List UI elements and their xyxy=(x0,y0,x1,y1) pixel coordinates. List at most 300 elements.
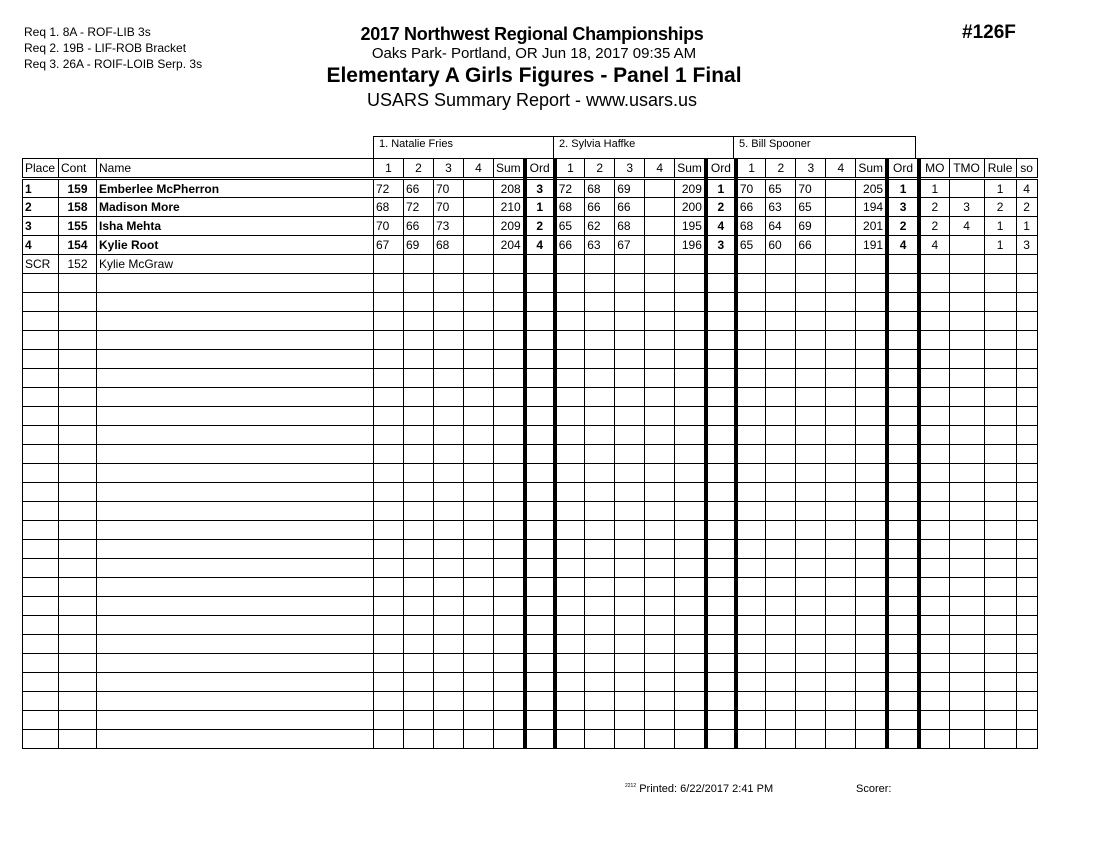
empty-cell xyxy=(826,502,856,521)
empty-cell xyxy=(1016,635,1037,654)
empty-cell xyxy=(555,426,585,445)
empty-cell xyxy=(796,692,826,711)
empty-cell xyxy=(555,540,585,559)
mo-cell: 2 xyxy=(919,198,949,217)
empty-cell xyxy=(97,369,374,388)
empty-cell xyxy=(374,274,404,293)
empty-cell xyxy=(766,597,796,616)
empty-cell xyxy=(736,388,766,407)
empty-cell xyxy=(464,597,494,616)
empty-row xyxy=(23,426,1038,445)
empty-cell xyxy=(555,388,585,407)
empty-cell xyxy=(949,312,984,331)
empty-cell xyxy=(59,426,97,445)
empty-cell xyxy=(736,312,766,331)
empty-cell xyxy=(615,274,645,293)
empty-cell xyxy=(555,654,585,673)
empty-cell xyxy=(826,293,856,312)
empty-cell xyxy=(1016,464,1037,483)
empty-cell xyxy=(615,502,645,521)
empty-cell xyxy=(23,673,59,692)
skater-name: Kylie McGraw xyxy=(97,255,374,274)
empty-cell xyxy=(675,540,706,559)
judge-sum: 205 xyxy=(856,179,887,198)
empty-cell xyxy=(856,616,887,635)
empty-cell xyxy=(984,635,1016,654)
column-header-judge1-ord: Ord xyxy=(525,159,555,179)
empty-cell xyxy=(1016,654,1037,673)
empty-cell xyxy=(919,350,949,369)
judge-sum: 209 xyxy=(675,179,706,198)
empty-cell xyxy=(887,711,919,730)
empty-cell xyxy=(555,521,585,540)
empty-cell xyxy=(494,616,525,635)
empty-cell xyxy=(645,692,675,711)
empty-row xyxy=(23,730,1038,749)
empty-cell xyxy=(1016,388,1037,407)
empty-cell xyxy=(97,274,374,293)
empty-cell xyxy=(984,616,1016,635)
column-header-mo: MO xyxy=(919,159,949,179)
empty-cell xyxy=(887,540,919,559)
empty-cell xyxy=(826,331,856,350)
empty-cell xyxy=(374,369,404,388)
empty-cell xyxy=(494,540,525,559)
column-header-judge2-3: 3 xyxy=(615,159,645,179)
empty-cell xyxy=(97,331,374,350)
column-header-judge3-2: 2 xyxy=(766,159,796,179)
table-row xyxy=(23,179,1038,198)
empty-cell xyxy=(464,673,494,692)
tmo-cell: 4 xyxy=(949,217,984,236)
figure-score: 70 xyxy=(736,179,766,198)
figure-score: 66 xyxy=(796,236,826,255)
empty-cell xyxy=(826,312,856,331)
empty-cell xyxy=(736,673,766,692)
empty-cell xyxy=(675,274,706,293)
so-cell xyxy=(1016,255,1037,274)
empty-cell xyxy=(856,559,887,578)
mo-cell xyxy=(919,255,949,274)
empty-cell xyxy=(494,502,525,521)
empty-cell xyxy=(706,673,736,692)
empty-cell xyxy=(856,407,887,426)
empty-cell xyxy=(919,578,949,597)
empty-cell xyxy=(645,312,675,331)
judge-ordinal: 1 xyxy=(706,179,736,198)
empty-cell xyxy=(984,407,1016,426)
empty-cell xyxy=(555,635,585,654)
judge-sum: 201 xyxy=(856,217,887,236)
empty-cell xyxy=(59,692,97,711)
figure-score xyxy=(464,236,494,255)
empty-cell xyxy=(404,274,434,293)
figure-score: 69 xyxy=(615,179,645,198)
empty-cell xyxy=(464,616,494,635)
empty-cell xyxy=(59,730,97,749)
printed-info xyxy=(625,783,773,795)
empty-cell xyxy=(434,540,464,559)
empty-cell xyxy=(856,293,887,312)
empty-cell xyxy=(826,540,856,559)
judge-ordinal: 1 xyxy=(525,198,555,217)
empty-cell xyxy=(525,616,555,635)
empty-cell xyxy=(645,578,675,597)
empty-cell xyxy=(585,597,615,616)
empty-cell xyxy=(615,730,645,749)
empty-cell xyxy=(706,654,736,673)
figure-score xyxy=(555,255,585,274)
empty-cell xyxy=(434,502,464,521)
empty-cell xyxy=(984,293,1016,312)
empty-cell xyxy=(796,274,826,293)
column-header-judge2-sum: Sum xyxy=(675,159,706,179)
figure-score: 66 xyxy=(555,236,585,255)
requirement-1: Req 1. 8A - ROF-LIB 3s xyxy=(24,25,151,39)
judge-sum: 204 xyxy=(494,236,525,255)
printed-timestamp: Printed: 6/22/2017 2:41 PM xyxy=(639,783,774,795)
judge-ordinal xyxy=(706,255,736,274)
empty-cell xyxy=(919,559,949,578)
empty-cell xyxy=(585,692,615,711)
empty-cell xyxy=(404,559,434,578)
empty-cell xyxy=(1016,673,1037,692)
empty-cell xyxy=(615,407,645,426)
empty-row xyxy=(23,293,1038,312)
empty-cell xyxy=(555,673,585,692)
empty-cell xyxy=(434,635,464,654)
empty-cell xyxy=(675,616,706,635)
empty-cell xyxy=(23,578,59,597)
empty-cell xyxy=(59,369,97,388)
empty-cell xyxy=(645,673,675,692)
empty-cell xyxy=(525,483,555,502)
empty-cell xyxy=(494,654,525,673)
empty-cell xyxy=(97,673,374,692)
empty-cell xyxy=(404,350,434,369)
empty-cell xyxy=(706,312,736,331)
empty-cell xyxy=(856,730,887,749)
empty-cell xyxy=(645,540,675,559)
empty-cell xyxy=(826,426,856,445)
column-header-judge3-sum: Sum xyxy=(856,159,887,179)
empty-cell xyxy=(374,521,404,540)
column-header-so: so xyxy=(1016,159,1037,179)
empty-cell xyxy=(736,540,766,559)
empty-cell xyxy=(464,635,494,654)
empty-cell xyxy=(826,692,856,711)
judge-sum: 196 xyxy=(675,236,706,255)
empty-cell xyxy=(374,692,404,711)
empty-cell xyxy=(59,502,97,521)
empty-cell xyxy=(887,350,919,369)
empty-cell xyxy=(856,692,887,711)
empty-cell xyxy=(525,578,555,597)
figure-score xyxy=(374,255,404,274)
empty-cell xyxy=(97,426,374,445)
empty-cell xyxy=(494,331,525,350)
empty-row xyxy=(23,654,1038,673)
empty-cell xyxy=(919,388,949,407)
judge-ordinal: 2 xyxy=(706,198,736,217)
empty-cell xyxy=(919,426,949,445)
empty-cell xyxy=(615,578,645,597)
empty-cell xyxy=(984,578,1016,597)
empty-cell xyxy=(856,350,887,369)
empty-cell xyxy=(374,407,404,426)
empty-cell xyxy=(59,559,97,578)
empty-cell xyxy=(796,597,826,616)
empty-cell xyxy=(675,635,706,654)
empty-cell xyxy=(766,426,796,445)
empty-cell xyxy=(585,578,615,597)
empty-cell xyxy=(494,350,525,369)
empty-cell xyxy=(525,445,555,464)
empty-cell xyxy=(766,521,796,540)
empty-cell xyxy=(949,711,984,730)
empty-cell xyxy=(464,654,494,673)
empty-cell xyxy=(464,578,494,597)
empty-cell xyxy=(736,293,766,312)
empty-cell xyxy=(23,331,59,350)
empty-cell xyxy=(645,635,675,654)
empty-cell xyxy=(374,426,404,445)
empty-cell xyxy=(736,407,766,426)
empty-cell xyxy=(856,369,887,388)
empty-cell xyxy=(23,274,59,293)
empty-cell xyxy=(59,350,97,369)
empty-cell xyxy=(887,578,919,597)
empty-cell xyxy=(887,312,919,331)
empty-cell xyxy=(949,673,984,692)
place-cell: 1 xyxy=(23,179,59,198)
empty-cell xyxy=(525,464,555,483)
empty-cell xyxy=(796,445,826,464)
empty-cell xyxy=(919,540,949,559)
empty-cell xyxy=(736,730,766,749)
empty-cell xyxy=(706,521,736,540)
judge-ordinal: 3 xyxy=(706,236,736,255)
empty-cell xyxy=(645,426,675,445)
championship-title: 2017 Northwest Regional Championships xyxy=(360,24,704,44)
empty-cell xyxy=(796,464,826,483)
empty-cell xyxy=(59,483,97,502)
empty-cell xyxy=(796,635,826,654)
empty-cell xyxy=(97,540,374,559)
empty-cell xyxy=(97,730,374,749)
empty-cell xyxy=(826,369,856,388)
empty-row xyxy=(23,369,1038,388)
empty-row xyxy=(23,274,1038,293)
empty-cell xyxy=(97,711,374,730)
judge-ordinal: 1 xyxy=(887,179,919,198)
empty-cell xyxy=(949,521,984,540)
empty-cell xyxy=(434,350,464,369)
empty-cell xyxy=(826,445,856,464)
empty-cell xyxy=(97,635,374,654)
empty-cell xyxy=(555,331,585,350)
empty-cell xyxy=(675,369,706,388)
table-header-row xyxy=(23,159,1038,179)
empty-cell xyxy=(736,483,766,502)
empty-cell xyxy=(97,521,374,540)
empty-cell xyxy=(796,540,826,559)
empty-cell xyxy=(887,464,919,483)
empty-cell xyxy=(615,445,645,464)
empty-cell xyxy=(615,540,645,559)
empty-cell xyxy=(374,483,404,502)
empty-row xyxy=(23,407,1038,426)
empty-cell xyxy=(796,616,826,635)
judge-header-3: 5. Bill Spooner xyxy=(733,136,916,158)
event-number: #126F xyxy=(962,22,1016,43)
empty-cell xyxy=(1016,578,1037,597)
empty-cell xyxy=(919,483,949,502)
empty-cell xyxy=(645,654,675,673)
empty-cell xyxy=(494,388,525,407)
empty-cell xyxy=(1016,502,1037,521)
figure-score: 68 xyxy=(736,217,766,236)
figure-score xyxy=(615,255,645,274)
empty-cell xyxy=(59,540,97,559)
empty-cell xyxy=(887,407,919,426)
empty-cell xyxy=(675,483,706,502)
empty-cell xyxy=(1016,521,1037,540)
empty-cell xyxy=(585,407,615,426)
report-subtitle: USARS Summary Report - www.usars.us xyxy=(366,90,698,110)
empty-cell xyxy=(434,407,464,426)
empty-cell xyxy=(706,464,736,483)
empty-cell xyxy=(919,293,949,312)
empty-cell xyxy=(97,616,374,635)
empty-cell xyxy=(675,388,706,407)
empty-cell xyxy=(984,711,1016,730)
empty-cell xyxy=(59,293,97,312)
judge-sum: 194 xyxy=(856,198,887,217)
empty-cell xyxy=(494,426,525,445)
empty-cell xyxy=(856,426,887,445)
empty-cell xyxy=(736,597,766,616)
empty-cell xyxy=(856,654,887,673)
empty-cell xyxy=(23,407,59,426)
empty-cell xyxy=(404,407,434,426)
empty-cell xyxy=(555,350,585,369)
empty-cell xyxy=(736,635,766,654)
empty-cell xyxy=(59,597,97,616)
empty-row xyxy=(23,502,1038,521)
judge-ordinal: 2 xyxy=(525,217,555,236)
empty-cell xyxy=(826,483,856,502)
empty-cell xyxy=(404,578,434,597)
empty-cell xyxy=(97,312,374,331)
empty-cell xyxy=(434,426,464,445)
empty-cell xyxy=(59,331,97,350)
empty-cell xyxy=(887,293,919,312)
empty-cell xyxy=(615,559,645,578)
empty-cell xyxy=(919,654,949,673)
empty-cell xyxy=(645,597,675,616)
column-header-judge1-4: 4 xyxy=(464,159,494,179)
empty-cell xyxy=(404,426,434,445)
empty-cell xyxy=(675,730,706,749)
empty-cell xyxy=(434,521,464,540)
column-header-judge1-3: 3 xyxy=(434,159,464,179)
empty-cell xyxy=(675,692,706,711)
rule-cell xyxy=(984,255,1016,274)
empty-cell xyxy=(585,616,615,635)
empty-cell xyxy=(464,445,494,464)
empty-cell xyxy=(434,274,464,293)
empty-cell xyxy=(706,502,736,521)
empty-cell xyxy=(645,502,675,521)
empty-cell xyxy=(585,350,615,369)
empty-cell xyxy=(856,597,887,616)
empty-cell xyxy=(59,578,97,597)
figure-score: 70 xyxy=(434,198,464,217)
empty-cell xyxy=(434,673,464,692)
empty-cell xyxy=(585,540,615,559)
empty-cell xyxy=(404,673,434,692)
figure-score: 68 xyxy=(374,198,404,217)
so-cell: 4 xyxy=(1016,179,1037,198)
empty-cell xyxy=(525,293,555,312)
empty-cell xyxy=(826,388,856,407)
empty-cell xyxy=(23,445,59,464)
empty-cell xyxy=(984,369,1016,388)
figure-score xyxy=(404,255,434,274)
empty-row xyxy=(23,540,1038,559)
empty-cell xyxy=(434,312,464,331)
empty-cell xyxy=(494,692,525,711)
empty-cell xyxy=(615,426,645,445)
so-cell: 1 xyxy=(1016,217,1037,236)
empty-cell xyxy=(464,274,494,293)
empty-cell xyxy=(555,711,585,730)
empty-cell xyxy=(645,350,675,369)
empty-cell xyxy=(766,331,796,350)
empty-cell xyxy=(374,388,404,407)
empty-cell xyxy=(585,293,615,312)
empty-cell xyxy=(434,597,464,616)
venue-date: Oaks Park- Portland, OR Jun 18, 2017 09:35 AM xyxy=(371,45,697,62)
column-header-judge3-ord: Ord xyxy=(887,159,919,179)
empty-cell xyxy=(97,350,374,369)
empty-cell xyxy=(887,369,919,388)
empty-cell xyxy=(766,350,796,369)
empty-cell xyxy=(59,654,97,673)
empty-cell xyxy=(585,673,615,692)
figure-score xyxy=(826,179,856,198)
empty-cell xyxy=(464,350,494,369)
empty-cell xyxy=(494,673,525,692)
empty-cell xyxy=(919,616,949,635)
empty-cell xyxy=(464,388,494,407)
empty-row xyxy=(23,445,1038,464)
judge-sum xyxy=(494,255,525,274)
empty-row xyxy=(23,673,1038,692)
empty-cell xyxy=(585,654,615,673)
empty-cell xyxy=(615,521,645,540)
empty-cell xyxy=(404,369,434,388)
empty-cell xyxy=(525,635,555,654)
figure-score xyxy=(826,255,856,274)
empty-cell xyxy=(404,635,434,654)
empty-cell xyxy=(826,654,856,673)
empty-cell xyxy=(856,464,887,483)
empty-cell xyxy=(766,388,796,407)
empty-row xyxy=(23,312,1038,331)
skater-name: Madison More xyxy=(97,198,374,217)
